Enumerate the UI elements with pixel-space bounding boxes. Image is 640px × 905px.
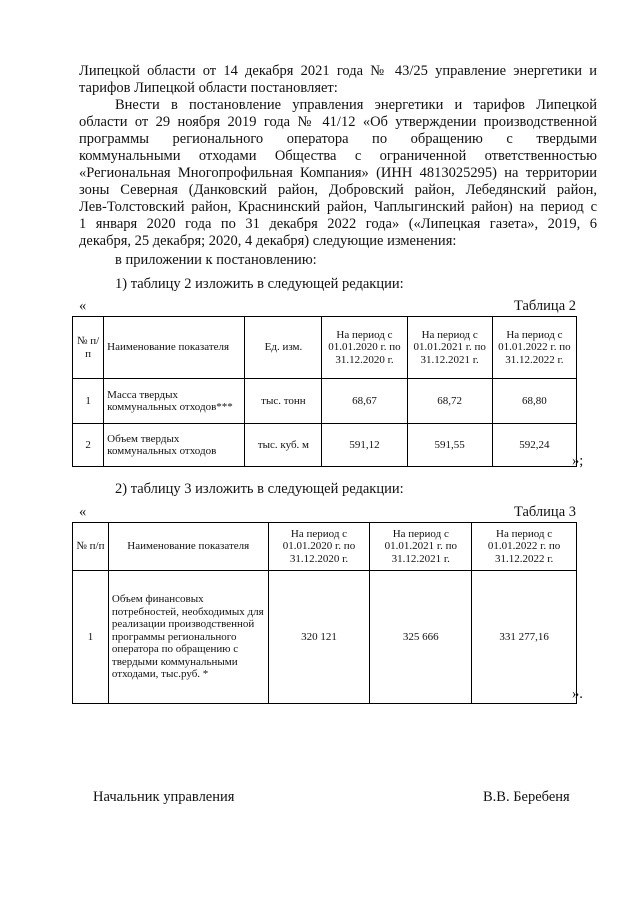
table2-header-name: Наименование показателя (104, 317, 245, 379)
table2-cell: 68,80 (492, 379, 576, 424)
table2-cell: 592,24 (492, 424, 576, 467)
item-1: 1) таблицу 2 изложить в следующей редакции: (115, 276, 404, 292)
table-row (73, 379, 577, 424)
para-line-9: декабря, 25 декабря; 2020, 4 декабря) следующие изменения: (79, 233, 457, 249)
para-line-6: зоны Северная (Данковский район, Добровский район, Лебедянский район, (79, 182, 597, 198)
para-line-8: 1 января 2020 года по 31 декабря 2022 года» («Липецкая газета», 2019, 6 (79, 216, 597, 232)
table2-header-2021: На период с 01.01.2021 г. по 31.12.2021 г. (407, 317, 492, 379)
table3-cell: 325 666 (370, 571, 472, 704)
para-line-5: «Региональная Многопрофильная Компания» (ИНН 4813025295) на территории (79, 165, 597, 181)
table2-open-quote: « (79, 298, 87, 314)
table3-header-name: Наименование показателя (108, 523, 268, 571)
table2 (72, 316, 577, 467)
table2-cell: 68,67 (322, 379, 407, 424)
para-line-4: коммунальными отходами Общества с ограниченной ответственностью (79, 148, 597, 164)
table3-cell: 331 277,16 (472, 571, 577, 704)
table-row (73, 571, 577, 704)
table3-cell: 320 121 (268, 571, 370, 704)
table2-cell: тыс. тонн (245, 379, 322, 424)
table3-caption: Таблица 3 (513, 504, 576, 520)
table2-close-quote: »; (572, 453, 584, 469)
signature-name: В.В. Беребеня (483, 789, 570, 805)
table-row (73, 424, 577, 467)
para-line-2: области от 29 ноября 2019 года № 41/12 «Об утверждении производственной (79, 114, 597, 130)
annex-line: в приложении к постановлению: (115, 252, 317, 268)
para-line-3: программы регионального оператора по обращению с твердыми (79, 131, 597, 147)
table2-cell: 2 (73, 424, 104, 467)
table3-cell: 1 (73, 571, 109, 704)
table2-cell: 591,55 (407, 424, 492, 467)
table3-header-2020: На период с 01.01.2020 г. по 31.12.2020 г. (268, 523, 370, 571)
item-2: 2) таблицу 3 изложить в следующей редакции: (115, 481, 404, 497)
table2-header-unit: Ед. изм. (245, 317, 322, 379)
para-line-7: Лев-Толстовский район, Краснинский район, Чаплыгинский район) на период с (79, 199, 597, 215)
table3-cell: Объем финансовых потребностей, необходимых для реализации производственной программы регионального оператора по обращению с твердыми коммунальными отходами, тыс.руб. * (108, 571, 268, 704)
table3-header-num: № п/п (73, 523, 109, 571)
signature-position: Начальник управления (93, 789, 235, 805)
table2-header-2020: На период с 01.01.2020 г. по 31.12.2020 г. (322, 317, 407, 379)
table2-header-num: № п/п (73, 317, 104, 379)
intro-line-1: Липецкой области от 14 декабря 2021 года № 43/25 управление энергетики и (79, 63, 597, 79)
table2-caption: Таблица 2 (513, 298, 576, 314)
table3-open-quote: « (79, 504, 87, 520)
para-line-1: Внести в постановление управления энергетики и тарифов Липецкой (115, 97, 597, 113)
table3-header-2021: На период с 01.01.2021 г. по 31.12.2021 г. (370, 523, 472, 571)
table2-header-row (73, 317, 577, 379)
table3 (72, 522, 577, 704)
table2-cell: 68,72 (407, 379, 492, 424)
table2-header-2022: На период с 01.01.2022 г. по 31.12.2022 г. (492, 317, 576, 379)
table2-cell: Масса твердых коммунальных отходов*** (104, 379, 245, 424)
table2-cell: Объем твердых коммунальных отходов (104, 424, 245, 467)
table2-cell: 1 (73, 379, 104, 424)
intro-line-2: тарифов Липецкой области постановляет: (79, 80, 338, 96)
table3-header-2022: На период с 01.01.2022 г. по 31.12.2022 г. (472, 523, 577, 571)
table2-cell: тыс. куб. м (245, 424, 322, 467)
table3-header-row (73, 523, 577, 571)
table2-cell: 591,12 (322, 424, 407, 467)
table3-close-quote: ». (572, 686, 583, 702)
